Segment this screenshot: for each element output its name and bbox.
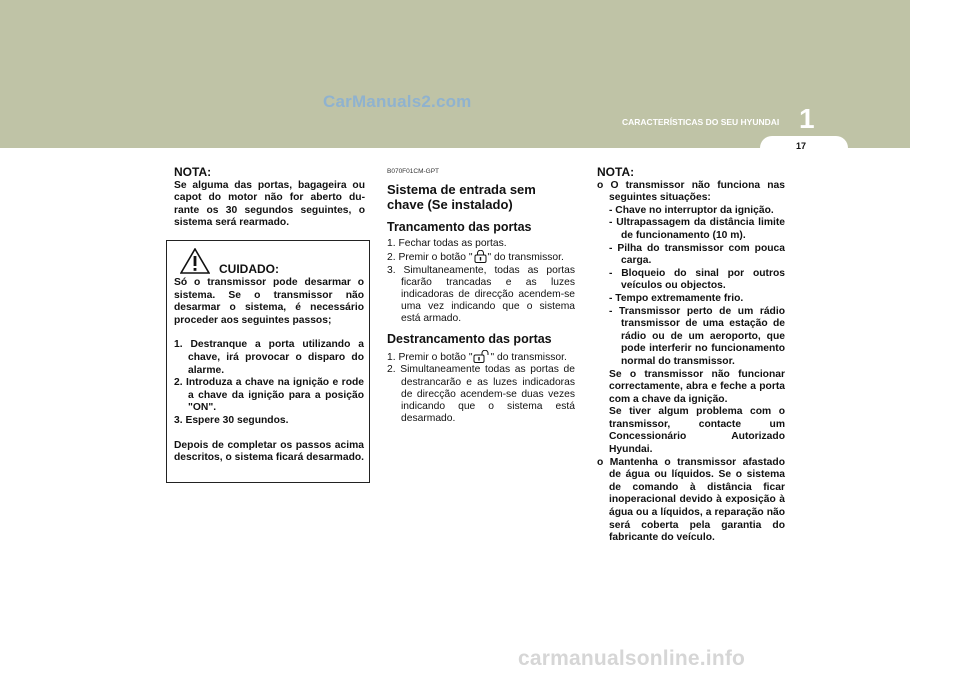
caution-step-3: 3. Espere 30 segundos. bbox=[174, 414, 289, 426]
chapter-number: 1 bbox=[799, 103, 815, 134]
section-label: CARACTERÍSTICAS DO SEU HYUNDAI bbox=[622, 117, 780, 127]
caution-step-1: 1. Destranque a porta utilizando a chave, irá provocar o disparo do alarme. bbox=[174, 339, 364, 376]
column-left bbox=[174, 166, 365, 230]
footer-watermark: carmanualsonline.info bbox=[518, 647, 746, 670]
section-title: Sistema de entrada sem chave (Se instalado) bbox=[387, 181, 536, 213]
caution-title: CUIDADO: bbox=[219, 262, 279, 276]
page-number: 17 bbox=[796, 141, 807, 151]
nota-continuation-2: Se tiver algum problema com o transmissor, contacte um Concessionário Autorizado Hyundai. bbox=[609, 406, 785, 456]
nota-title-right: NOTA: bbox=[597, 165, 635, 179]
nota-item-2: o Mantenha o transmissor afastado de água ou líquidos. Se o sistema de comando à distância ficar inoperacional devido à exposição à água ou a líquidos, a reparação não será coberta pela garantia do fabricante do veículo. bbox=[597, 456, 785, 544]
nota-dash-6: - Transmissor perto de um rádio transmissor de uma estação de rádio ou de um aeroporto, que pode interferir no funcionamento normal do transmissor. bbox=[609, 305, 785, 367]
nota-item-1: o O transmissor não funciona nas seguintes situações: bbox=[597, 179, 785, 204]
caution-intro: Só o transmissor pode desarmar o sistema. Se o transmissor não desarmar o sistema, é necessário proceder aos seguintes passos; bbox=[174, 277, 364, 326]
padlock-closed-icon bbox=[473, 250, 488, 263]
nota-dash-2: - Ultrapassagem da distância limite de funcionamento (10 m). bbox=[609, 217, 785, 241]
nota-list bbox=[597, 180, 785, 545]
nota-continuation-1: Se o transmissor não funcionar correctamente, abra e feche a porta com a chave da ignição. bbox=[609, 368, 785, 405]
lock-step-3: 3. Simultaneamente, todas as portas ficarão trancadas e as luzes indicadoras de direcção acendem-se uma vez indicando que o sistema está armado. bbox=[387, 264, 575, 325]
nota-dash-5: - Tempo extremamente frio. bbox=[609, 292, 744, 304]
unlock-step-1-pre: 1. Premir o botão " bbox=[387, 352, 473, 364]
column-right bbox=[597, 166, 785, 545]
lock-step-1: 1. Fechar todas as portas. bbox=[387, 238, 507, 250]
unlock-heading: Destrancamento das portas bbox=[387, 331, 552, 346]
caution-body bbox=[174, 277, 364, 465]
section-code: B070F01CM-GPT bbox=[387, 168, 440, 175]
lock-step-2-pre: 2. Premir o botão " bbox=[387, 252, 473, 264]
lock-step-2-post: " do transmissor. bbox=[487, 252, 564, 264]
lock-heading: Trancamento das portas bbox=[387, 219, 532, 234]
unlock-step-1-post: " do transmissor. bbox=[490, 352, 567, 364]
unlock-step-1 bbox=[387, 350, 575, 364]
nota-text: Se alguma das portas, bagageira ou capot do motor não for aberto du-rante os 30 segundos seguintes, o sistema será rearmado. bbox=[174, 179, 365, 229]
padlock-open-icon bbox=[473, 350, 491, 363]
caution-closing: Depois de completar os passos acima descritos, o sistema ficará desarmado. bbox=[174, 439, 365, 464]
lock-step-2 bbox=[387, 250, 575, 264]
warning-triangle-icon bbox=[180, 248, 210, 274]
carmanuals-link[interactable]: CarManuals2.com bbox=[323, 92, 472, 111]
column-middle bbox=[387, 166, 575, 425]
nota-dash-1: - Chave no interruptor da ignição. bbox=[609, 204, 774, 216]
caution-step-2: 2. Introduza a chave na ignição e rode a chave da ignição para a posição "ON". bbox=[174, 377, 364, 414]
nota-title: NOTA: bbox=[174, 165, 212, 179]
unlock-step-2: 2. Simultaneamente todas as portas de destrancarão e as luzes indicadoras de direcção acendem-se duas vezes indicando que o sistema está desarmado. bbox=[387, 364, 575, 425]
nota-dash-4: - Bloqueio do sinal por outros veículos ou objectos. bbox=[609, 267, 785, 292]
nota-dash-3: - Pilha do transmissor com pouca carga. bbox=[609, 242, 785, 267]
